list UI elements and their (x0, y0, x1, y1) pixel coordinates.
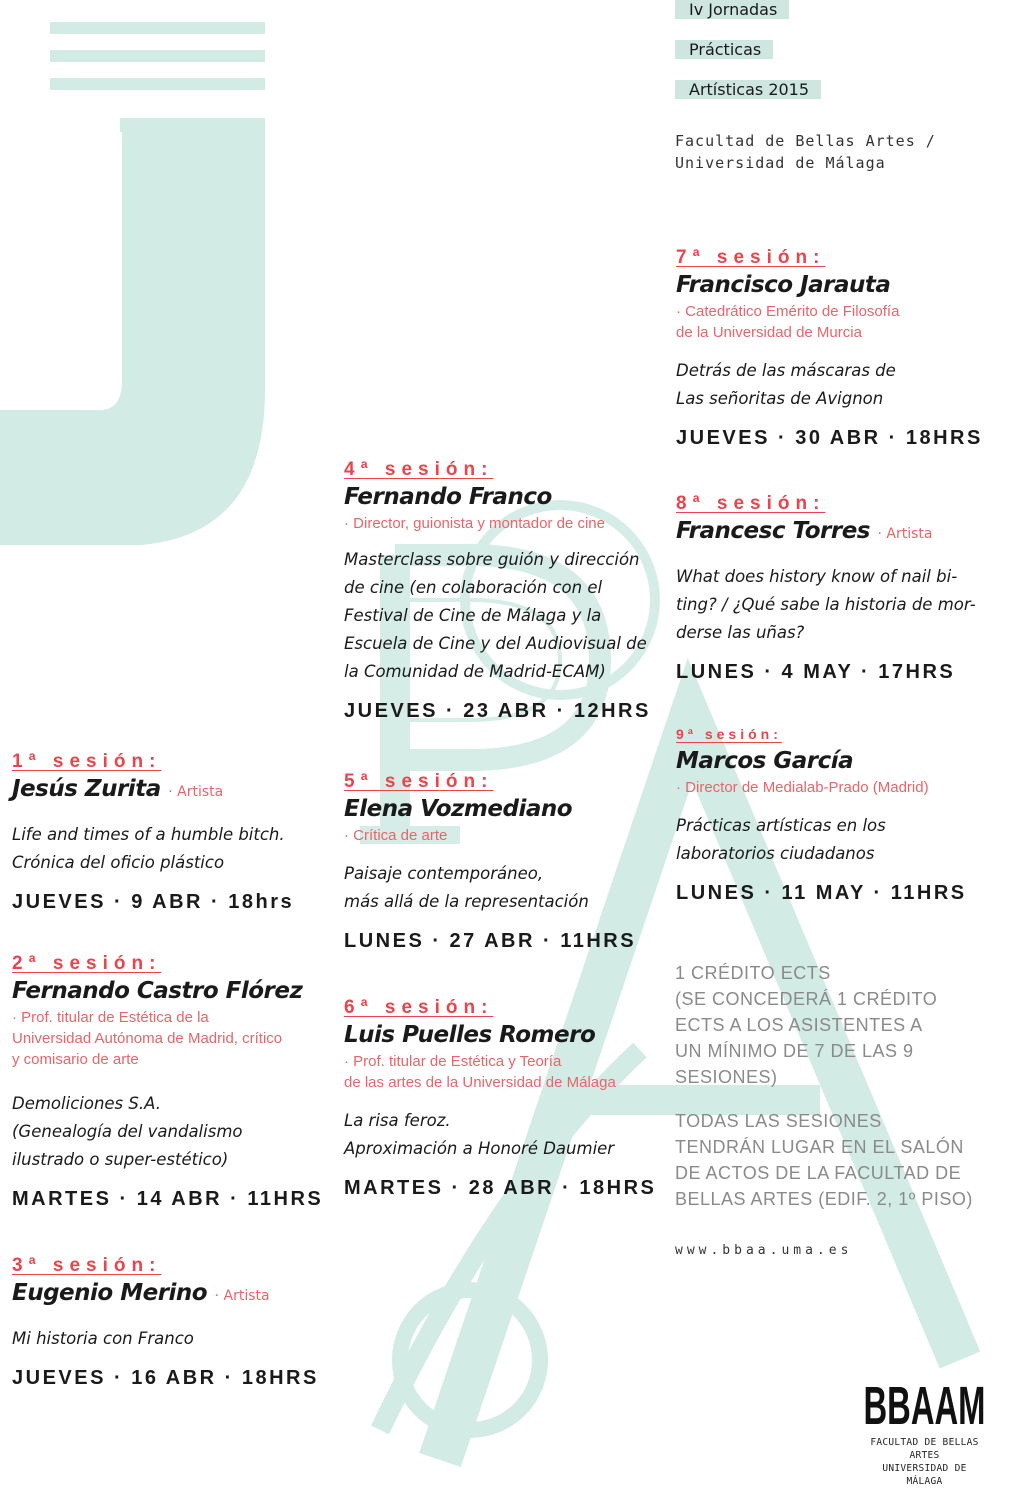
talk-line: la Comunidad de Madrid-ECAM) (344, 662, 606, 681)
speaker-role (344, 825, 664, 846)
session-date: JUEVES · 16 ABR · 18HRS (12, 1367, 319, 1389)
faculty-line-1: Facultad de Bellas Artes / (675, 132, 936, 150)
info-line: UN MÍNIMO DE 7 DE LAS 9 (675, 1041, 914, 1061)
talk-title (344, 1107, 664, 1163)
session-label: 2ª sesión: (12, 953, 162, 974)
talk-line: (Genealogía del vandalismo (12, 1122, 243, 1141)
role-line: · Catedrático Emérito de Filosofía (676, 303, 900, 320)
session-2 (12, 952, 332, 1211)
info-line: TODAS LAS SESIONES (675, 1111, 882, 1131)
speaker-role (676, 777, 996, 798)
logo-caption (862, 1436, 987, 1488)
speaker-role-inline: · Artista (214, 1288, 270, 1304)
title-line-2: Prácticas (675, 40, 773, 59)
session-label: 3ª sesión: (12, 1255, 162, 1276)
session-1 (12, 750, 332, 914)
session-7 (676, 246, 996, 450)
speaker-role (344, 513, 664, 534)
session-date: JUEVES · 30 ABR · 18HRS (676, 427, 983, 449)
title-line-1: Iv Jornadas (675, 0, 789, 19)
logo-caption-line: FACULTAD DE BELLAS ARTES (870, 1437, 979, 1461)
info-line: SESIONES) (675, 1067, 778, 1087)
talk-line: Las señoritas de Avignon (676, 389, 884, 408)
ects-credit-note (675, 960, 995, 1090)
speaker-name (12, 1278, 332, 1311)
bbaam-logo-icon (862, 1372, 987, 1428)
talk-line: ilustrado o super-estético) (12, 1150, 229, 1169)
speaker-name: Fernando Franco (344, 484, 552, 510)
talk-line: Crónica del oficio plástico (12, 853, 225, 872)
session-label: 6ª sesión: (344, 997, 494, 1018)
talk-title (676, 357, 996, 413)
letter-j-icon (0, 22, 265, 545)
role-line: · Director, guionista y montador de cine (344, 515, 605, 532)
info-line: 1 CRÉDITO ECTS (675, 963, 831, 983)
session-date: LUNES · 27 ABR · 11HRS (344, 930, 637, 952)
role-line: · Crítica de arte (344, 827, 448, 844)
session-date: MARTES · 28 ABR · 18HRS (344, 1177, 657, 1199)
info-line: (SE CONCEDERÁ 1 CRÉDITO (675, 989, 938, 1009)
speaker-role (676, 301, 996, 343)
speaker-name: Marcos García (676, 748, 854, 774)
talk-line: Festival de Cine de Málaga y la (344, 606, 602, 625)
talk-title (676, 812, 996, 868)
talk-line: Mi historia con Franco (12, 1329, 194, 1348)
session-date: LUNES · 11 MAY · 11HRS (676, 882, 967, 904)
info-line: TENDRÁN LUGAR EN EL SALÓN (675, 1137, 964, 1157)
faculty-line-2: Universidad de Málaga (675, 154, 886, 172)
session-9 (676, 722, 996, 905)
session-label: 4ª sesión: (344, 459, 494, 480)
info-line: DE ACTOS DE LA FACULTAD DE (675, 1163, 962, 1183)
role-line: · Prof. titular de Estética de la (12, 1009, 209, 1026)
logo-mark: BBAAM (863, 1376, 986, 1428)
talk-line: La risa feroz. (344, 1111, 451, 1130)
speaker-name: Fernando Castro Flórez (12, 978, 303, 1004)
talk-title (344, 546, 664, 686)
speaker-name (12, 774, 332, 807)
talk-line: Detrás de las máscaras de (676, 361, 896, 380)
session-date: JUEVES · 9 ABR · 18hrs (12, 891, 295, 913)
talk-line: derse las uñas? (676, 623, 805, 642)
speaker-name: Luis Puelles Romero (344, 1022, 596, 1048)
speaker-role (12, 1007, 332, 1070)
faculty-name (675, 130, 936, 174)
session-date: JUEVES · 23 ABR · 12HRS (344, 700, 651, 722)
speaker-name-text: Francesc Torres (676, 518, 870, 544)
session-date: LUNES · 4 MAY · 17HRS (676, 661, 956, 683)
talk-line: Masterclass sobre guión y dirección (344, 550, 640, 569)
role-line: Universidad Autónoma de Madrid, crítico (12, 1030, 283, 1047)
session-label: 8ª sesión: (676, 493, 826, 514)
title-block (675, 0, 936, 174)
info-line: BELLAS ARTES (EDIF. 2, 1º PISO) (675, 1189, 973, 1209)
talk-line: más allá de la representación (344, 892, 589, 911)
website-link[interactable]: www.bbaa.uma.es (675, 1243, 853, 1258)
session-label: 5ª sesión: (344, 771, 494, 792)
session-label: 7ª sesión: (676, 247, 826, 268)
role-line: y comisario de arte (12, 1051, 139, 1068)
talk-line: laboratorios ciudadanos (676, 844, 875, 863)
info-line: ECTS A LOS ASISTENTES A (675, 1015, 923, 1035)
session-date: MARTES · 14 ABR · 11HRS (12, 1188, 324, 1210)
title-line-3: Artísticas 2015 (675, 80, 821, 99)
session-4 (344, 458, 664, 723)
talk-line: Demoliciones S.A. (12, 1094, 161, 1113)
logo-caption-line: UNIVERSIDAD DE MÁLAGA (882, 1463, 967, 1487)
talk-title (344, 860, 664, 916)
speaker-name-text: Jesús Zurita (12, 776, 161, 802)
speaker-role (344, 1051, 664, 1093)
session-5 (344, 770, 664, 953)
talk-title (676, 563, 996, 647)
talk-line: Aproximación a Honoré Daumier (344, 1139, 615, 1158)
role-line: de las artes de la Universidad de Málaga (344, 1074, 616, 1091)
session-label: 1ª sesión: (12, 751, 162, 772)
talk-line: de cine (en colaboración con el (344, 578, 603, 597)
speaker-name (676, 516, 996, 549)
speaker-role-inline: · Artista (168, 784, 224, 800)
session-6 (344, 996, 664, 1200)
course-info (675, 960, 995, 1230)
session-3 (12, 1254, 332, 1390)
venue-note (675, 1108, 995, 1212)
faculty-logo (862, 1372, 987, 1488)
talk-line: ting? / ¿Qué sabe la historia de mor- (676, 595, 976, 614)
talk-line: Escuela de Cine y del Audiovisual de (344, 634, 647, 653)
talk-line: Life and times of a humble bitch. (12, 825, 285, 844)
talk-title (12, 821, 332, 877)
session-label: 9ª sesión: (676, 726, 782, 742)
speaker-name-text: Eugenio Merino (12, 1280, 208, 1306)
talk-title (12, 1325, 332, 1353)
talk-line: What does history know of nail bi- (676, 567, 958, 586)
speaker-name: Francisco Jarauta (676, 272, 891, 298)
speaker-role-inline: · Artista (877, 526, 933, 542)
talk-title (12, 1090, 332, 1174)
speaker-name: Elena Vozmediano (344, 796, 573, 822)
session-8 (676, 492, 996, 684)
role-line: · Prof. titular de Estética y Teoría (344, 1053, 562, 1070)
role-line: · Director de Medialab-Prado (Madrid) (676, 779, 929, 796)
talk-line: Paisaje contemporáneo, (344, 864, 544, 883)
talk-line: Prácticas artísticas en los (676, 816, 886, 835)
role-line: de la Universidad de Murcia (676, 324, 862, 341)
